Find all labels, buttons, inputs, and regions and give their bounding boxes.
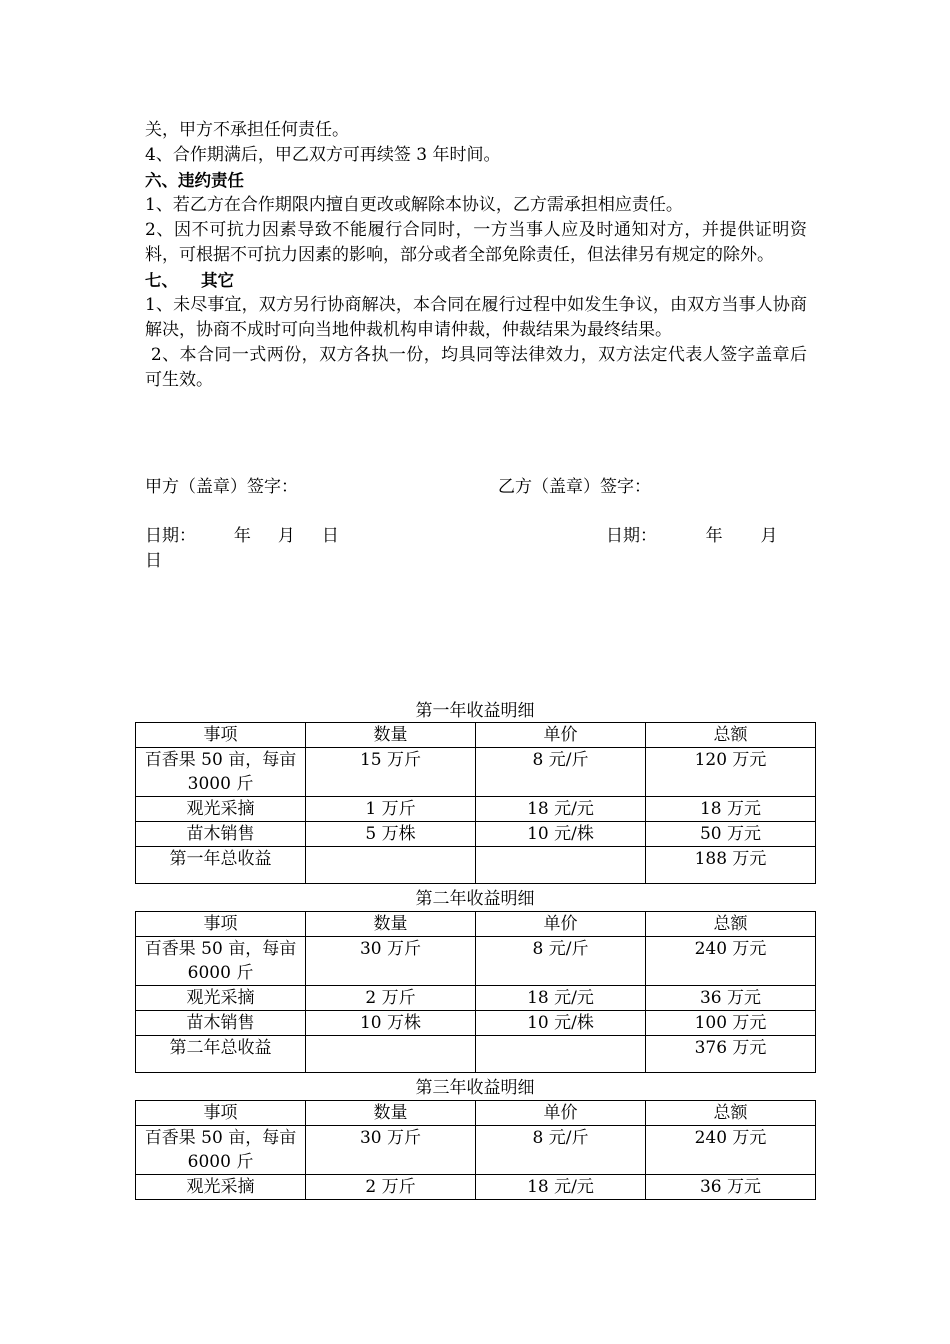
revenue-table-year-3 (135, 1100, 816, 1200)
table-header-row (136, 912, 816, 937)
clause-text: 2、本合同一式两份，双方各执一份，均具同等法律效力，双方法定代表人签字盖章后可生效。 (145, 345, 807, 390)
table-total-row (136, 847, 816, 884)
clause-text: 1、若乙方在合作期限内擅自更改或解除本协议，乙方需承担相应责任。 (145, 195, 683, 215)
price-cell: 10 元/株 (476, 1011, 646, 1036)
table-header-row (136, 1101, 816, 1126)
header-cell: 数量 (306, 1101, 476, 1126)
section-heading: 六、违约责任 (145, 171, 244, 190)
contract-body (145, 118, 807, 393)
table-title: 第二年收益明细 (415, 889, 535, 909)
header-cell: 单价 (476, 912, 646, 937)
total-cell: 50 万元 (646, 822, 816, 847)
item-cell: 观光采摘 (136, 986, 306, 1011)
party-b-date-day: 日 (145, 551, 162, 571)
price-cell (476, 1036, 646, 1073)
quantity-cell: 2 万斤 (306, 986, 476, 1011)
clause-text: 4、合作期满后，甲乙双方可再续签 3 年时间。 (145, 145, 501, 165)
item-cell: 第一年总收益 (136, 847, 306, 884)
total-cell: 36 万元 (646, 1175, 816, 1200)
item-cell: 观光采摘 (136, 1175, 306, 1200)
total-cell: 100 万元 (646, 1011, 816, 1036)
quantity-cell: 10 万株 (306, 1011, 476, 1036)
clause-text: 2、因不可抗力因素导致不能履行合同时，一方当事人应及时通知对方，并提供证明资料，可根据不可抗力因素的影响，部分或者全部免除责任，但法律另有规定的除外。 (145, 220, 807, 265)
header-cell: 事项 (136, 912, 306, 937)
table-row (136, 986, 816, 1011)
table-title: 第一年收益明细 (415, 701, 535, 721)
quantity-cell: 30 万斤 (306, 937, 476, 986)
price-cell (476, 847, 646, 884)
header-cell: 总额 (646, 912, 816, 937)
table-row (136, 1126, 816, 1175)
quantity-cell: 1 万斤 (306, 797, 476, 822)
header-cell: 总额 (646, 1101, 816, 1126)
total-cell: 18 万元 (646, 797, 816, 822)
header-cell: 数量 (306, 723, 476, 748)
total-cell: 36 万元 (646, 986, 816, 1011)
total-cell: 188 万元 (646, 847, 816, 884)
party-b-date: 日期： 年 月 (606, 526, 778, 546)
item-cell: 百香果 50 亩，每亩 3000 斤 (136, 748, 306, 797)
price-cell: 18 元/元 (476, 1175, 646, 1200)
party-b-signature: 乙方（盖章）签字： (498, 477, 651, 497)
item-cell: 百香果 50 亩，每亩 6000 斤 (136, 1126, 306, 1175)
quantity-cell: 5 万株 (306, 822, 476, 847)
total-cell: 120 万元 (646, 748, 816, 797)
header-cell: 总额 (646, 723, 816, 748)
price-cell: 10 元/株 (476, 822, 646, 847)
price-cell: 8 元/斤 (476, 748, 646, 797)
clause-text: 1、未尽事宜，双方另行协商解决，本合同在履行过程中如发生争议，由双方当事人协商解决，协商不成时可向当地仲裁机构申请仲裁，仲裁结果为最终结果。 (145, 295, 807, 340)
quantity-cell (306, 1036, 476, 1073)
revenue-table-year-1 (135, 722, 816, 884)
table-row (136, 748, 816, 797)
total-cell: 240 万元 (646, 1126, 816, 1175)
table-row (136, 937, 816, 986)
price-cell: 8 元/斤 (476, 1126, 646, 1175)
table-row (136, 797, 816, 822)
party-a-signature: 甲方（盖章）签字： (145, 477, 298, 497)
total-cell: 376 万元 (646, 1036, 816, 1073)
price-cell: 18 元/元 (476, 986, 646, 1011)
total-cell: 240 万元 (646, 937, 816, 986)
header-cell: 事项 (136, 723, 306, 748)
table-header-row (136, 723, 816, 748)
table-title: 第三年收益明细 (415, 1078, 535, 1098)
table-row (136, 1175, 816, 1200)
clause-text: 关，甲方不承担任何责任。 (145, 120, 349, 140)
header-cell: 事项 (136, 1101, 306, 1126)
header-cell: 数量 (306, 912, 476, 937)
quantity-cell: 30 万斤 (306, 1126, 476, 1175)
table-row (136, 822, 816, 847)
item-cell: 观光采摘 (136, 797, 306, 822)
item-cell: 苗木销售 (136, 1011, 306, 1036)
table-total-row (136, 1036, 816, 1073)
item-cell: 百香果 50 亩，每亩 6000 斤 (136, 937, 306, 986)
item-cell: 第二年总收益 (136, 1036, 306, 1073)
quantity-cell: 15 万斤 (306, 748, 476, 797)
revenue-table-year-2 (135, 911, 816, 1073)
header-cell: 单价 (476, 723, 646, 748)
quantity-cell: 2 万斤 (306, 1175, 476, 1200)
item-cell: 苗木销售 (136, 822, 306, 847)
quantity-cell (306, 847, 476, 884)
table-row (136, 1011, 816, 1036)
price-cell: 18 元/元 (476, 797, 646, 822)
price-cell: 8 元/斤 (476, 937, 646, 986)
section-heading: 七、 其它 (145, 271, 234, 290)
party-a-date: 日期： 年 月 日 (145, 526, 339, 546)
header-cell: 单价 (476, 1101, 646, 1126)
